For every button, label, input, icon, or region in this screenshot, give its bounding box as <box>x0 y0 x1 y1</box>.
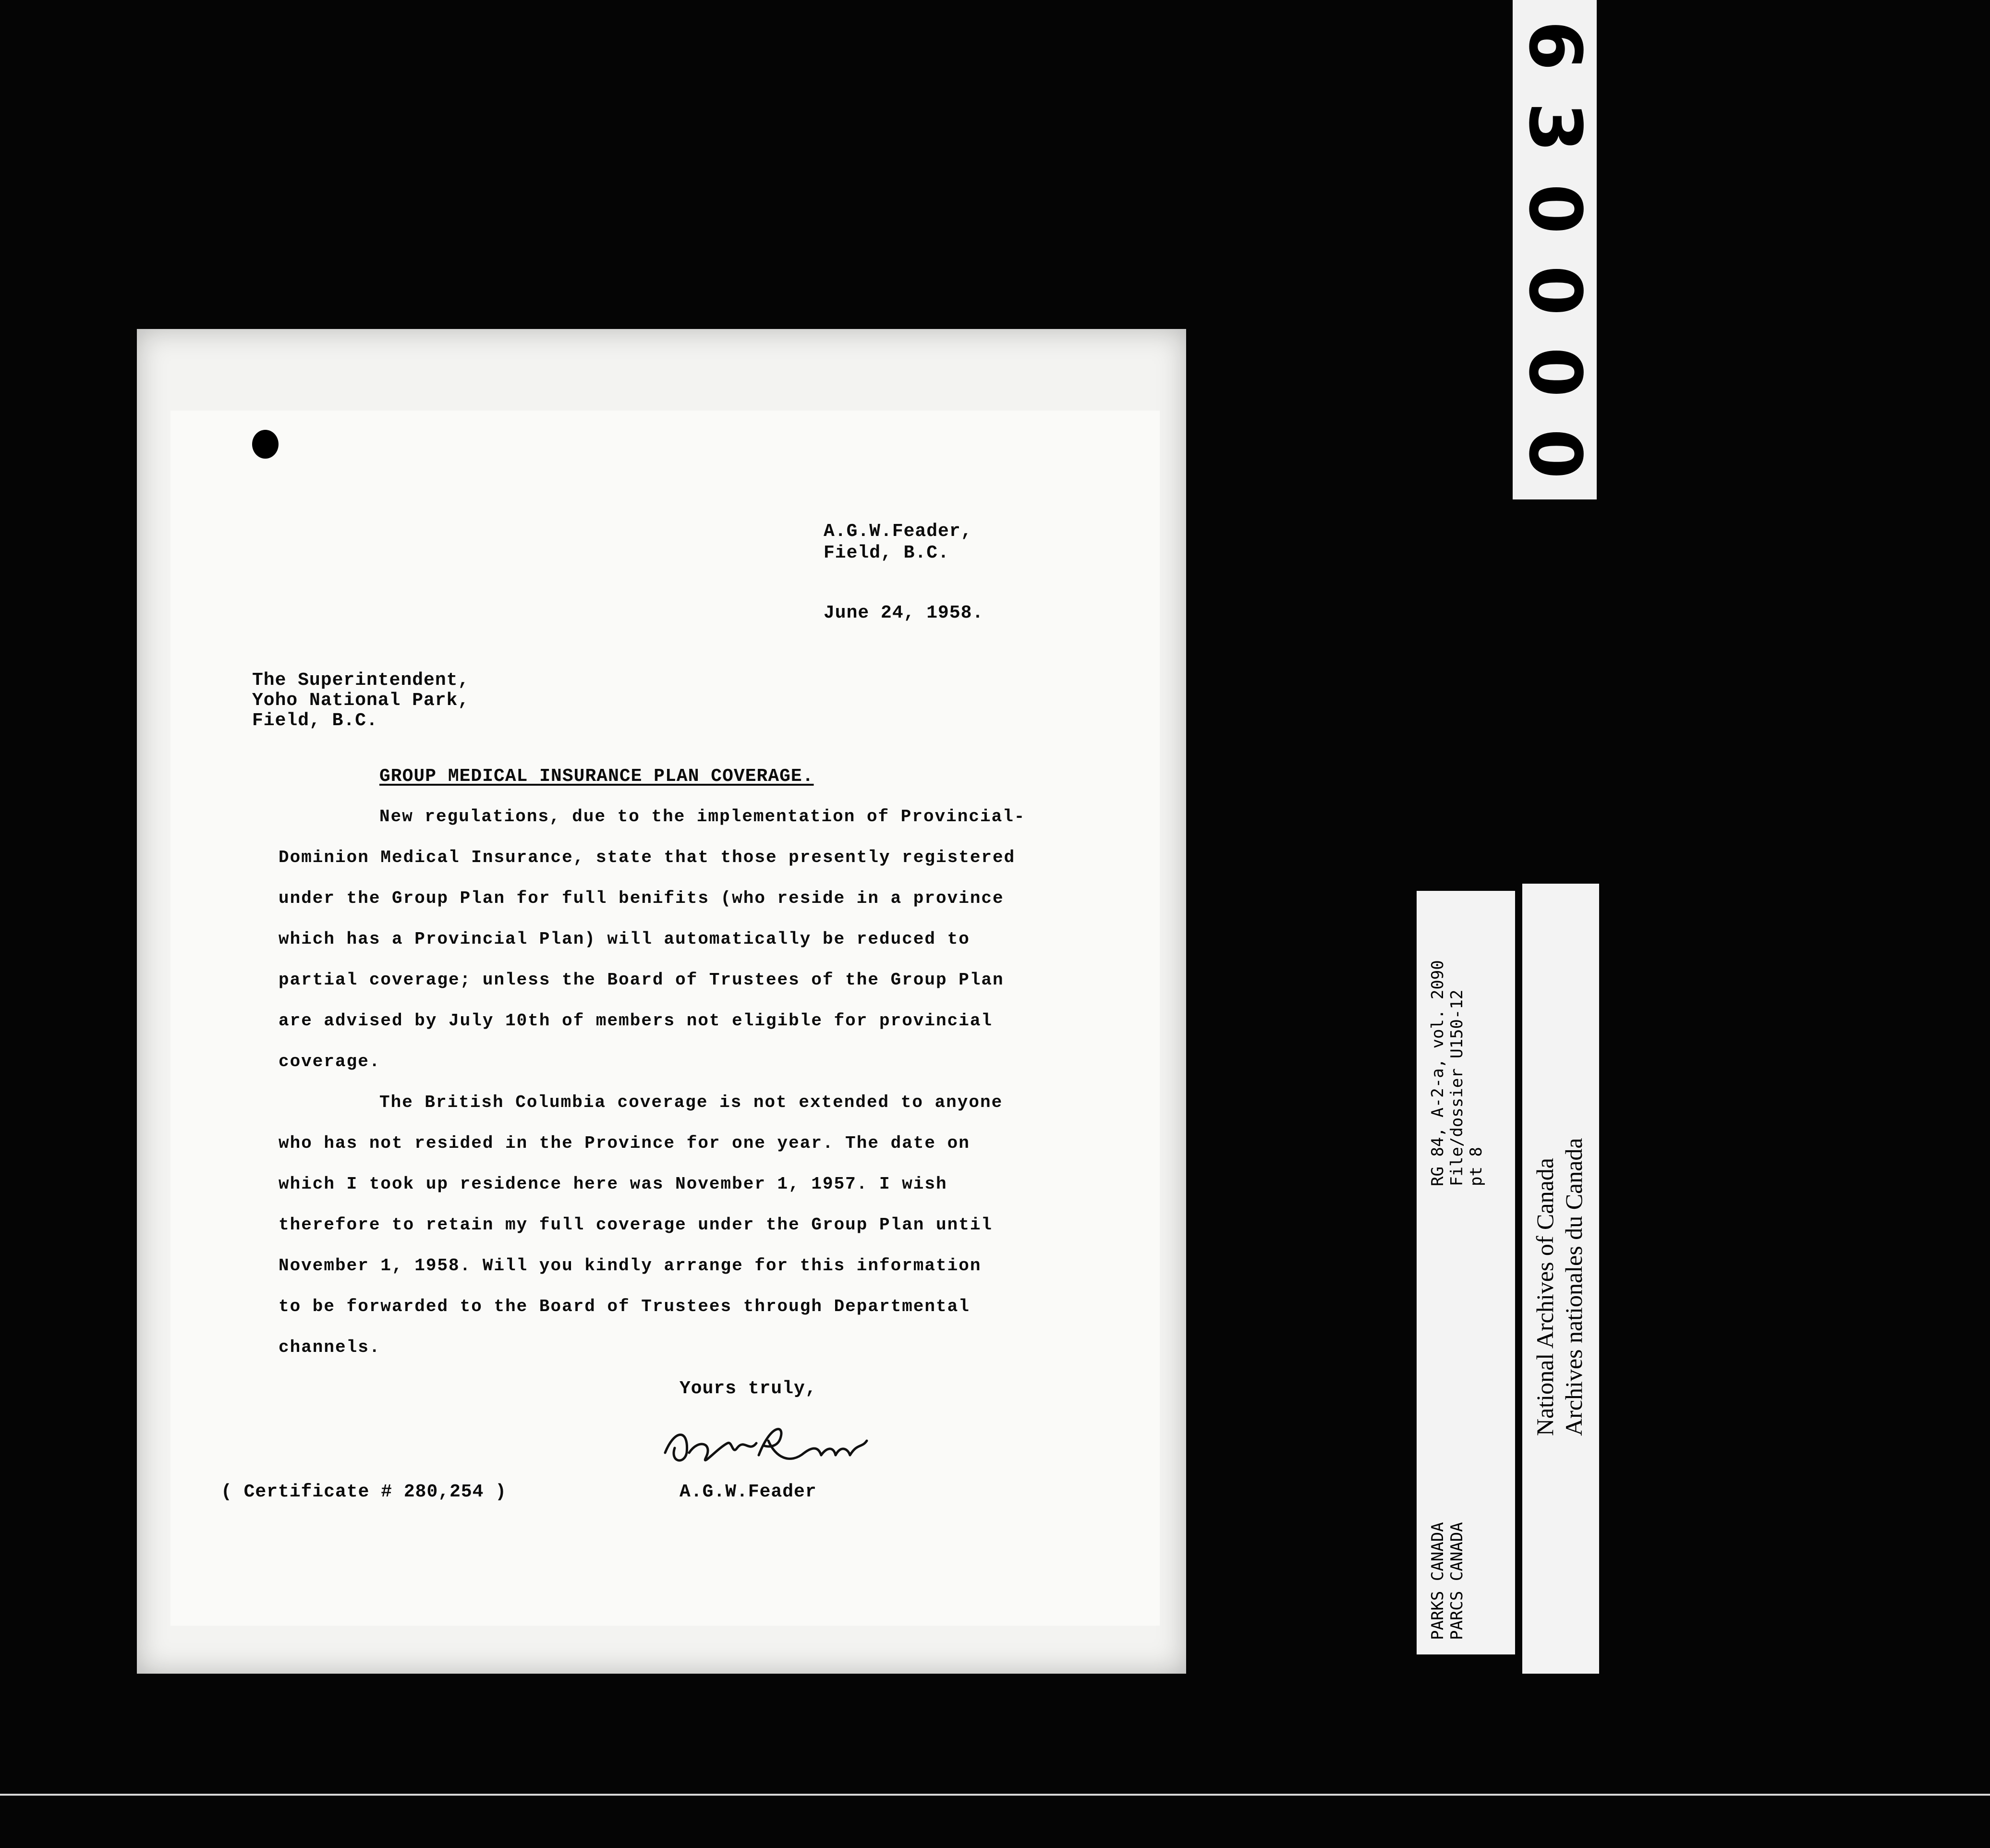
letter-page <box>137 329 1186 1674</box>
handwritten-signature <box>660 1419 886 1472</box>
body-line: to be forwarded to the Board of Trustees through Departmental <box>279 1297 970 1316</box>
frame-counter-digit: 0 <box>1513 265 1597 316</box>
body-line: channels. <box>279 1337 381 1357</box>
archive-file-line: File/dossier U150-12 <box>1447 989 1467 1186</box>
body-line: are advised by July 10th of members not eligible for provincial <box>279 1011 993 1031</box>
film-edge-line <box>0 1794 1990 1796</box>
body-line: coverage. <box>279 1052 381 1071</box>
archives-name-fr: Archives nationales du Canada <box>1560 1138 1587 1436</box>
body-line: Dominion Medical Insurance, state that those presently registered <box>279 848 1016 867</box>
body-line: The British Columbia coverage is not extended to anyone <box>379 1093 1003 1112</box>
archive-reference-label <box>1417 891 1515 1654</box>
frame-counter-digit: 0 <box>1513 347 1597 398</box>
archives-name-en: National Archives of Canada <box>1531 1158 1558 1436</box>
body-line: therefore to retain my full coverage under the Group Plan until <box>279 1215 993 1235</box>
frame-counter-digit: 3 <box>1513 102 1597 153</box>
body-line: November 1, 1958. Will you kindly arrange for this information <box>279 1256 982 1276</box>
archive-reference-line: RG 84, A-2-a, vol. 2090 <box>1428 960 1447 1186</box>
letter-subject: GROUP MEDICAL INSURANCE PLAN COVERAGE. <box>379 766 814 787</box>
recipient-org: Yoho National Park, <box>252 690 470 711</box>
agency-name-en: PARKS CANADA <box>1428 1522 1447 1640</box>
certificate-number: ( Certificate # 280,254 ) <box>221 1482 507 1502</box>
recipient-location: Field, B.C. <box>252 710 378 731</box>
letter-date: June 24, 1958. <box>824 603 984 623</box>
frame-counter-digit: 0 <box>1513 428 1597 479</box>
national-archives-label <box>1522 884 1599 1674</box>
body-line: who has not resided in the Province for one year. The date on <box>279 1133 970 1153</box>
body-line: partial coverage; unless the Board of Trustees of the Group Plan <box>279 970 1004 990</box>
frame-counter-strip <box>1513 0 1597 499</box>
body-line: which has a Provincial Plan) will automatically be reduced to <box>279 929 970 949</box>
frame-counter-digit: 6 <box>1513 20 1597 71</box>
agency-name-fr: PARCS CANADA <box>1447 1522 1467 1640</box>
closing: Yours truly, <box>680 1378 817 1399</box>
archive-part-line: pt 8 <box>1467 1147 1486 1186</box>
sender-name: A.G.W.Feader, <box>824 521 972 542</box>
frame-counter-digit: 0 <box>1513 183 1597 234</box>
punch-hole <box>252 430 279 459</box>
sender-location: Field, B.C. <box>824 543 949 563</box>
signer-name: A.G.W.Feader <box>680 1482 817 1502</box>
body-line: New regulations, due to the implementation of Provincial- <box>379 807 1026 827</box>
body-line: under the Group Plan for full benifits (who reside in a province <box>279 888 1004 908</box>
recipient-title: The Superintendent, <box>252 670 470 691</box>
body-line: which I took up residence here was November 1, 1957. I wish <box>279 1174 947 1194</box>
